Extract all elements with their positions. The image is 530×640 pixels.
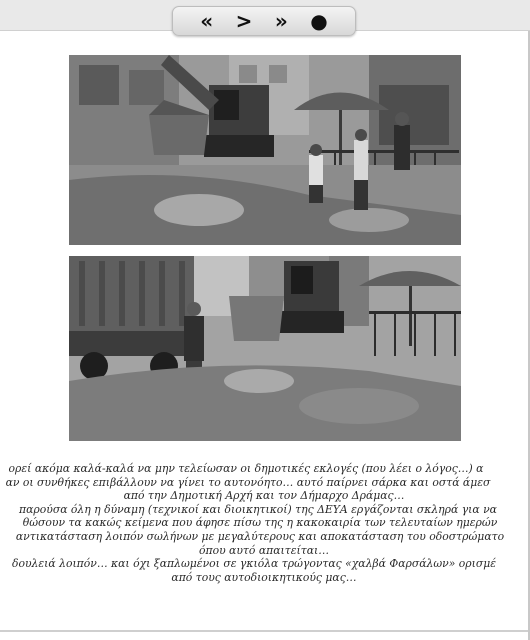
next-page-icon[interactable]: > bbox=[235, 9, 253, 33]
article-text bbox=[0, 462, 528, 622]
excavator-street-image bbox=[69, 55, 461, 245]
navigation-bar bbox=[172, 6, 356, 36]
article-line: ορεί ακόμα καλά-καλά να μην τελείωσαν οι δημοτικές εκλογές (που λέει ο λόγος…) α bbox=[8, 462, 484, 475]
article-line: δουλειά λοιπόν… και όχι ξαπλωμένοι σε γκιόλα τρώγοντας «χαλβά Φαρσάλων» ορισμέ bbox=[11, 557, 497, 571]
article-line: από την Δημοτική Αρχή και τον Δήμαρχο Δράμας… bbox=[123, 489, 405, 503]
slideshow-dot-icon[interactable]: ● bbox=[310, 9, 328, 33]
roadworks-photo-1 bbox=[69, 55, 461, 245]
roadworks-photo-2 bbox=[69, 256, 461, 441]
article-line: όπου αυτό απαιτείται… bbox=[198, 543, 330, 557]
article-line: αντικατάσταση λοιπόν σωλήνων με μεγαλύτερους και αποκατάσταση του οδοστρώματο bbox=[15, 529, 505, 543]
bottom-divider bbox=[0, 630, 528, 632]
truck-excavator-image bbox=[69, 256, 461, 441]
article-line: παρούσα όλη η δύναμη (τεχνικοί και διοικητικοί) της ΔΕΥΑ εργάζονται σκληρά για να bbox=[19, 502, 497, 516]
article-line: από τους αυτοδιοικητικούς μας… bbox=[171, 570, 357, 584]
last-page-icon[interactable]: » bbox=[274, 9, 288, 33]
article-line: αν οι συνθήκες επιβάλλουν να γίνει το αυτονόητο… αυτό παίρνει σάρκα και οστά άμεσ bbox=[5, 475, 491, 489]
article-line: θώσουν τα κακώς κείμενα που άφησε πίσω της η κακοκαιρία των τελευταίων ημερών bbox=[22, 516, 498, 530]
first-page-icon[interactable]: « bbox=[200, 9, 214, 33]
